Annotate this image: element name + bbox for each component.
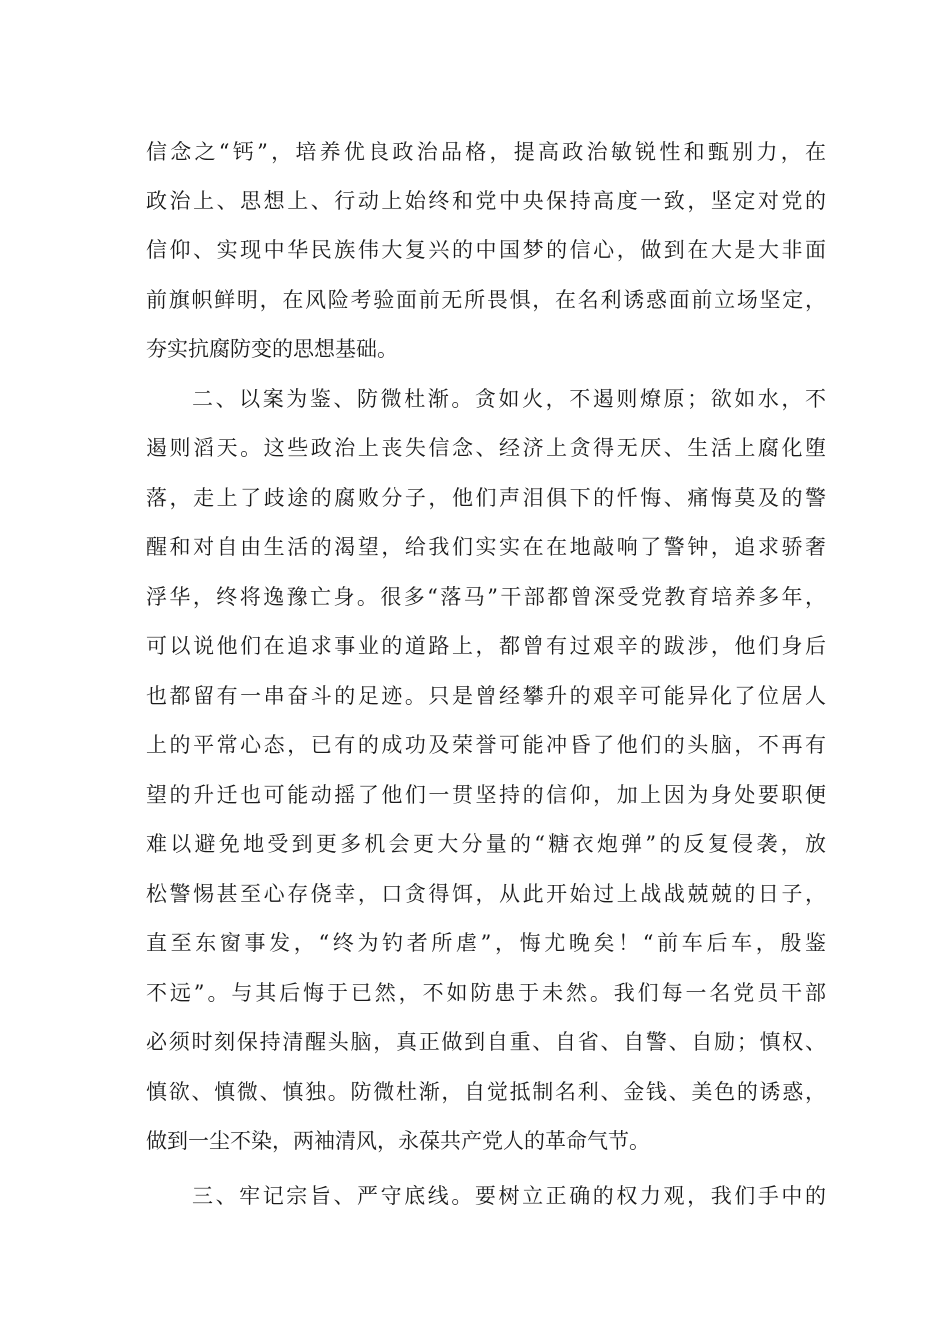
text-line: 夯实抗腐防变的思想基础。	[146, 337, 398, 361]
text-line: 必须时刻保持清醒头脑，真正做到自重、自省、自警、自励；慎权、	[146, 1030, 826, 1054]
text-line: 前旗帜鲜明，在风险考验面前无所畏惧，在名利诱惑面前立场坚定，	[146, 288, 826, 312]
text-line: 落，走上了歧途的腐败分子，他们声泪俱下的忏悔、痛悔莫及的警	[146, 486, 826, 510]
text-line: 松警惕甚至心存侥幸，口贪得饵，从此开始过上战战兢兢的日子，	[146, 882, 826, 906]
paragraph-heading-line: 二、以案为鉴、防微杜渐。贪如火，不遏则燎原；欲如水，不	[192, 387, 826, 411]
text-line: 上的平常心态，已有的成功及荣誉可能冲昏了他们的头脑，不再有	[146, 733, 826, 757]
text-line: 信仰、实现中华民族伟大复兴的中国梦的信心，做到在大是大非面	[146, 238, 826, 262]
text-line: 不远”。与其后悔于已然，不如防患于未然。我们每一名党员干部	[146, 981, 826, 1005]
text-line: 信念之“钙”，培养优良政治品格，提高政治敏锐性和甄别力，在	[146, 140, 826, 164]
text-line: 直至东窗事发，“终为钓者所虐”，悔尤晚矣！“前车后车，殷鉴	[146, 931, 826, 955]
text-line: 遏则滔天。这些政治上丧失信念、经济上贪得无厌、生活上腐化堕	[146, 436, 826, 460]
text-line: 也都留有一串奋斗的足迹。只是曾经攀升的艰辛可能异化了位居人	[146, 684, 826, 708]
text-line: 醒和对自由生活的渴望，给我们实实在在地敲响了警钟，追求骄奢	[146, 535, 826, 559]
text-line: 做到一尘不染，两袖清风，永葆共产党人的革命气节。	[146, 1129, 650, 1153]
text-line: 难以避免地受到更多机会更大分量的“糖衣炮弹”的反复侵袭，放	[146, 832, 826, 856]
text-line: 望的升迁也可能动摇了他们一贯坚持的信仰，加上因为身处要职便	[146, 783, 826, 807]
text-line: 可以说他们在追求事业的道路上，都曾有过艰辛的跋涉，他们身后	[146, 634, 826, 658]
paragraph-heading-line: 三、牢记宗旨、严守底线。要树立正确的权力观，我们手中的	[192, 1184, 826, 1208]
text-line: 慎欲、慎微、慎独。防微杜渐，自觉抵制名利、金钱、美色的诱惑，	[146, 1080, 826, 1104]
text-line: 浮华，终将逸豫亡身。很多“落马”干部都曾深受党教育培养多年，	[146, 585, 826, 609]
text-line: 政治上、思想上、行动上始终和党中央保持高度一致，坚定对党的	[146, 189, 826, 213]
